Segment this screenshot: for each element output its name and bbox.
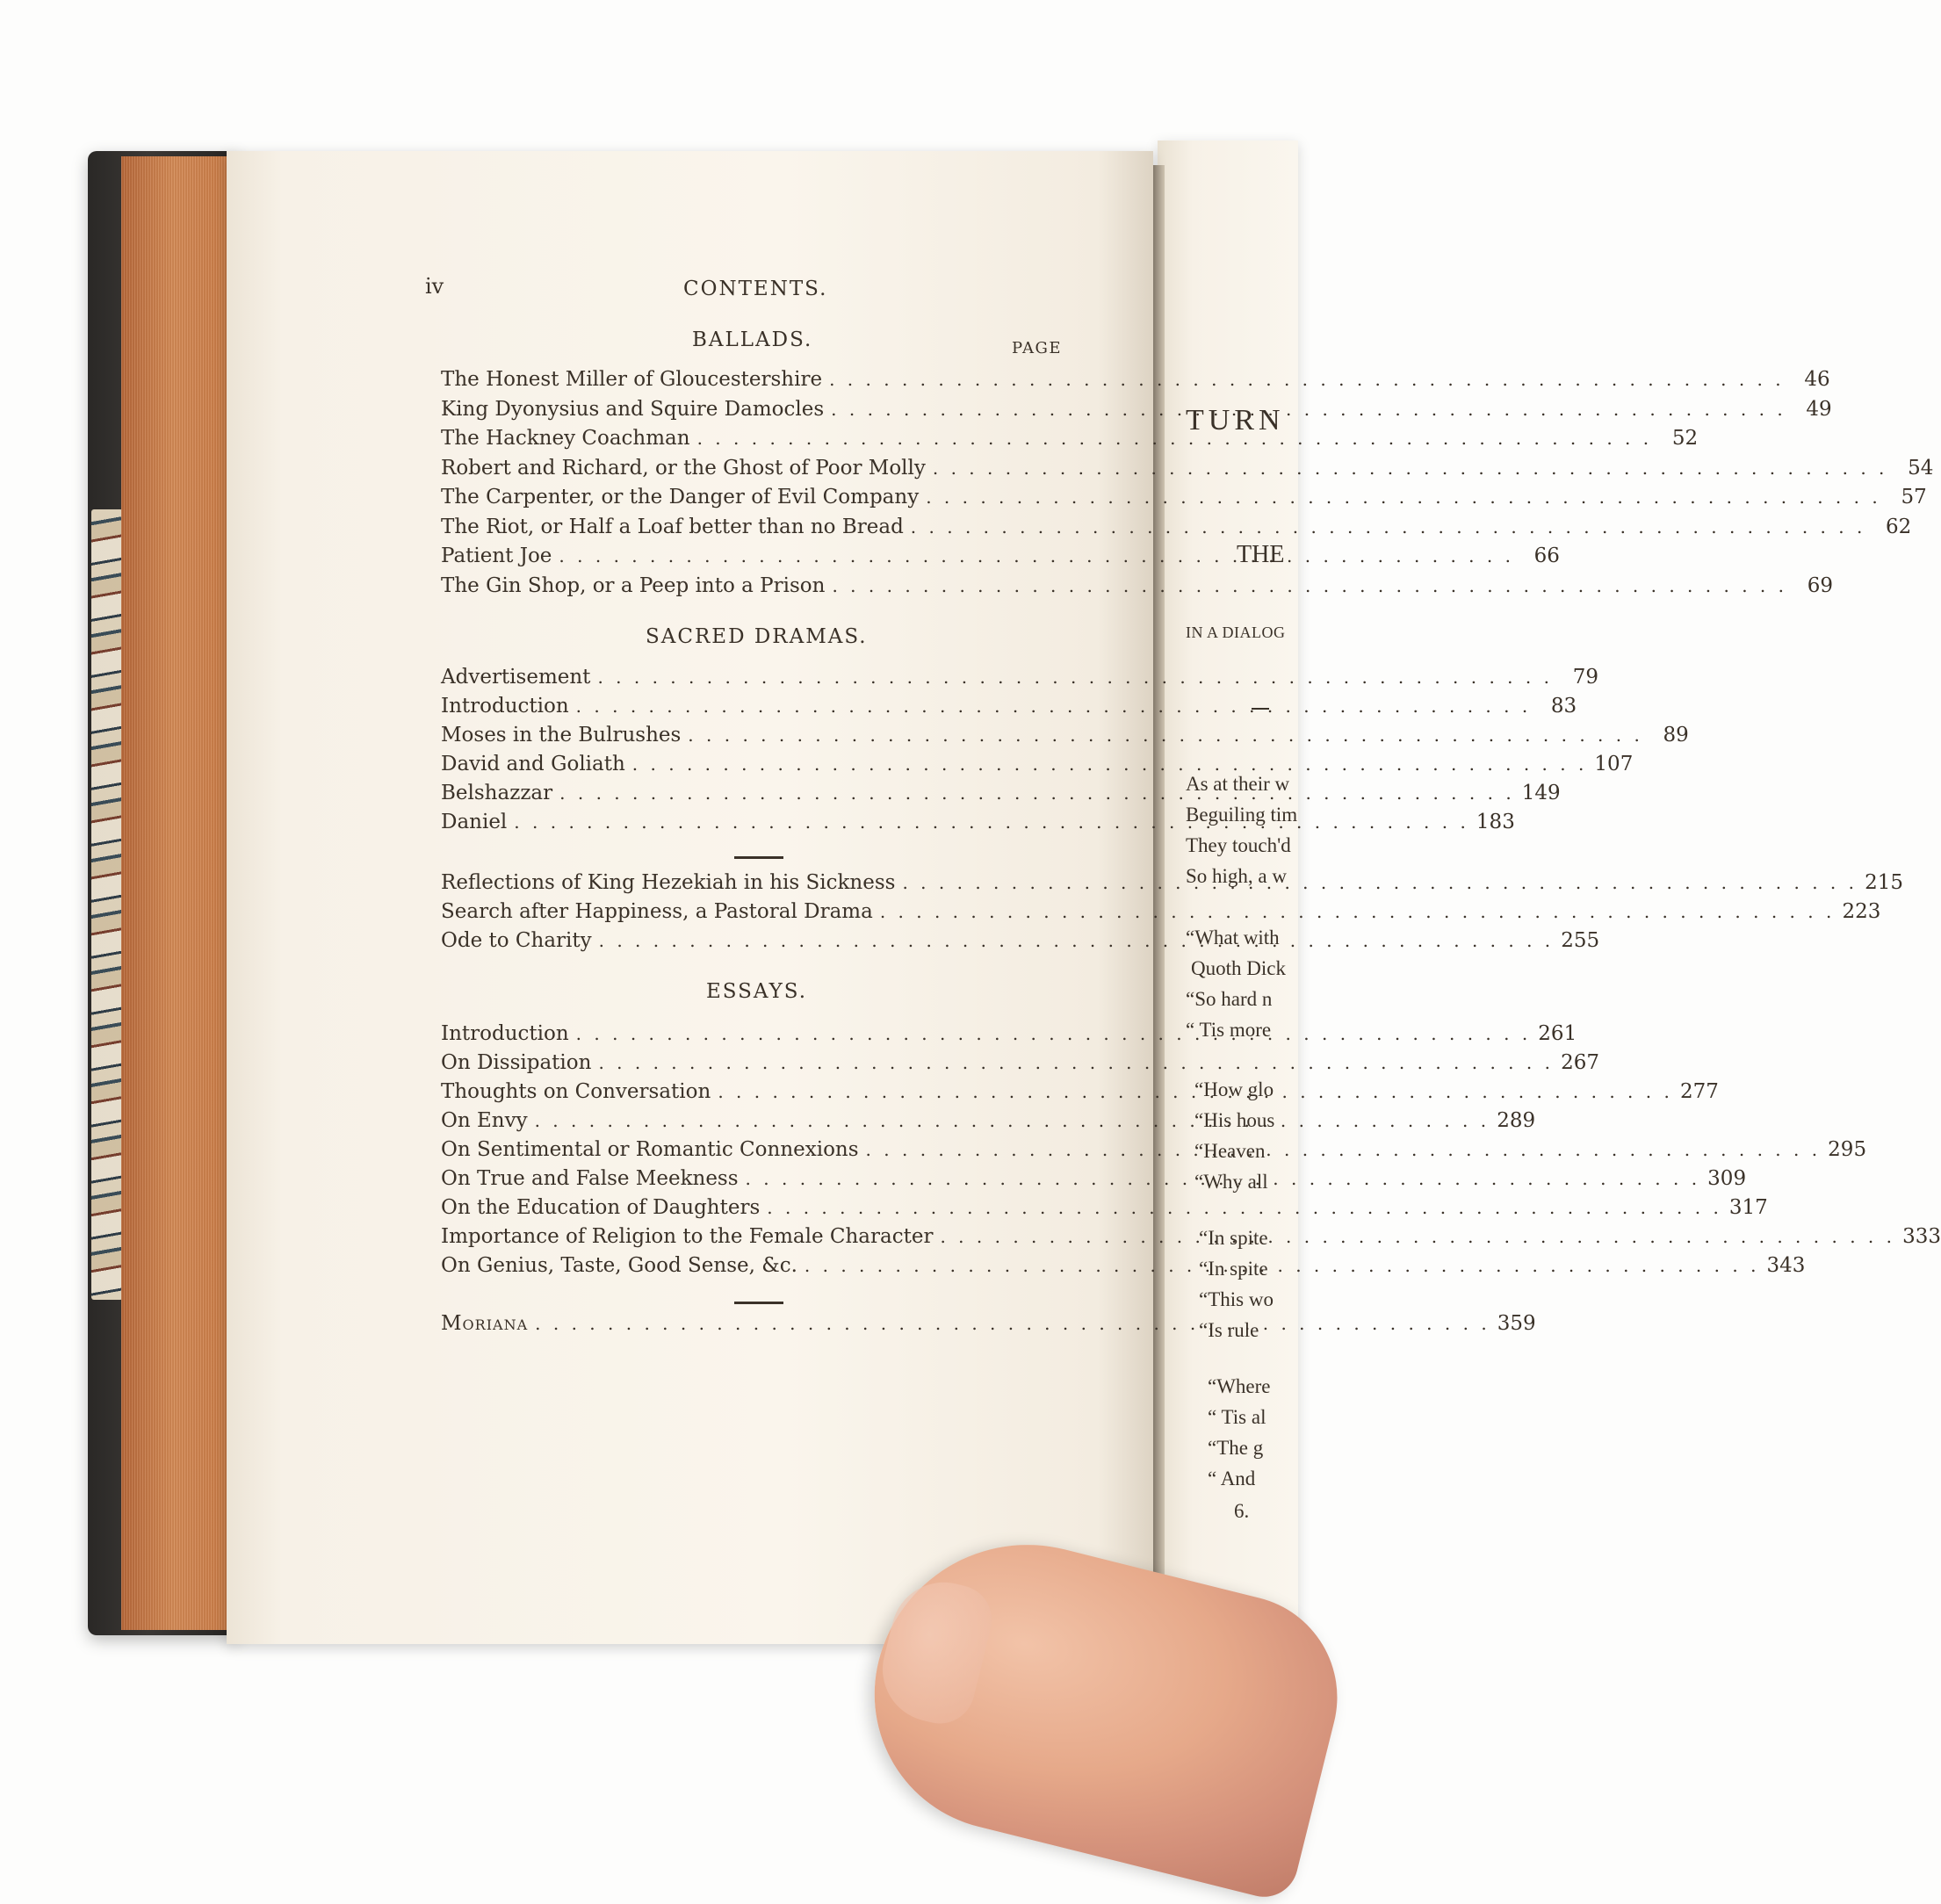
section-rule xyxy=(734,1302,783,1304)
right-page-title: TURN xyxy=(1186,404,1285,436)
section-heading-essays: ESSAYS. xyxy=(706,980,808,1003)
section-rule xyxy=(734,856,783,859)
toc-entry: The Gin Shop, or a Peep into a Prison . . . 69 xyxy=(441,574,1063,604)
toc-entry: Moses in the Bulrushes . . . 89 xyxy=(441,724,1063,754)
folio-number: iv xyxy=(425,274,444,299)
verse-line: “Where xyxy=(1208,1375,1271,1397)
toc-entry: On Envy . . . 289 xyxy=(441,1109,1063,1139)
toc-entry: Importance of Religion to the Female Character . . . 333 xyxy=(441,1225,1063,1255)
toc-entry: Introduction . . . 261 xyxy=(441,1022,1063,1052)
verse-line: As at their w xyxy=(1186,773,1290,795)
verse-line: So high, a w xyxy=(1186,865,1287,887)
right-page-rule xyxy=(1252,708,1269,710)
running-head: CONTENTS. xyxy=(683,278,828,300)
toc-entry: On the Education of Daughters . . . 317 xyxy=(441,1196,1063,1226)
toc-entry: Thoughts on Conversation . . . 277 xyxy=(441,1080,1063,1110)
verse-line: “ And xyxy=(1208,1468,1256,1489)
verse-line: Quoth Dick xyxy=(1191,957,1286,979)
toc-entry: The Hackney Coachman . . . 52 xyxy=(441,427,1063,457)
toc-entry: The Honest Miller of Gloucestershire . . . 46 xyxy=(441,368,1063,398)
section-heading-ballads: BALLADS. xyxy=(692,328,813,351)
verse-line: “His hous xyxy=(1194,1109,1275,1131)
marbled-board xyxy=(91,509,123,1300)
verse-line: “Why all xyxy=(1194,1171,1268,1193)
toc-entry: On True and False Meekness . . . 309 xyxy=(441,1167,1063,1197)
toc-entry: On Dissipation . . . 267 xyxy=(441,1051,1063,1081)
toc-entry: Reflections of King Hezekiah in his Sickness . . . 215 xyxy=(441,871,1063,901)
verse-line: “So hard n xyxy=(1186,988,1273,1010)
verse-line: “How glo xyxy=(1194,1078,1274,1100)
section-heading-sacred-dramas: SACRED DRAMAS. xyxy=(646,625,868,648)
right-page-dialogue-line: IN A DIALOG xyxy=(1186,624,1286,641)
verse-line: They touch'd xyxy=(1186,834,1291,856)
right-page-subtitle: THE xyxy=(1237,541,1285,568)
toc-entry: On Sentimental or Romantic Connexions . . . 295 xyxy=(441,1138,1063,1168)
verse-line: “Heaven xyxy=(1194,1140,1266,1162)
verse-line: “Is rule xyxy=(1199,1319,1259,1341)
toc-entry: Moriana . . . 359 xyxy=(441,1312,1063,1342)
toc-entry: King Dyonysius and Squire Damocles . . . 49 xyxy=(441,398,1063,428)
toc-entry: Daniel . . . 183 xyxy=(441,811,1063,840)
page-column-label: PAGE xyxy=(1012,339,1062,357)
verse-line: “The g xyxy=(1208,1437,1264,1459)
signature-mark: 6. xyxy=(1234,1500,1250,1522)
verse-line: “What with xyxy=(1186,927,1280,948)
toc-entry: Robert and Richard, or the Ghost of Poor Molly . . . 54 xyxy=(441,457,1063,487)
toc-entry: On Genius, Taste, Good Sense, &c. . . . 343 xyxy=(441,1254,1063,1284)
page-edges xyxy=(121,156,237,1630)
toc-entry: Ode to Charity . . . 255 xyxy=(441,929,1063,959)
verse-line: “ Tis more xyxy=(1186,1019,1272,1041)
verse-line: “ Tis al xyxy=(1208,1406,1266,1428)
verse-line: “In spite xyxy=(1199,1227,1268,1249)
verse-line: “This wo xyxy=(1199,1288,1274,1310)
toc-entry: Introduction . . . 83 xyxy=(441,695,1063,725)
verse-line: Beguiling tim xyxy=(1186,804,1298,826)
toc-entry: Advertisement . . . 79 xyxy=(441,666,1063,696)
toc-entry: Patient Joe . . . 66 xyxy=(441,545,1063,574)
toc-entry: The Carpenter, or the Danger of Evil Company . . . 57 xyxy=(441,486,1063,516)
toc-entry: David and Goliath . . . 107 xyxy=(441,753,1063,783)
toc-entry: Belshazzar . . . 149 xyxy=(441,782,1063,811)
toc-entry: The Riot, or Half a Loaf better than no Bread . . . 62 xyxy=(441,516,1063,545)
verse-line: “In spite xyxy=(1199,1258,1268,1280)
toc-entry: Search after Happiness, a Pastoral Drama . . . 223 xyxy=(441,900,1063,930)
